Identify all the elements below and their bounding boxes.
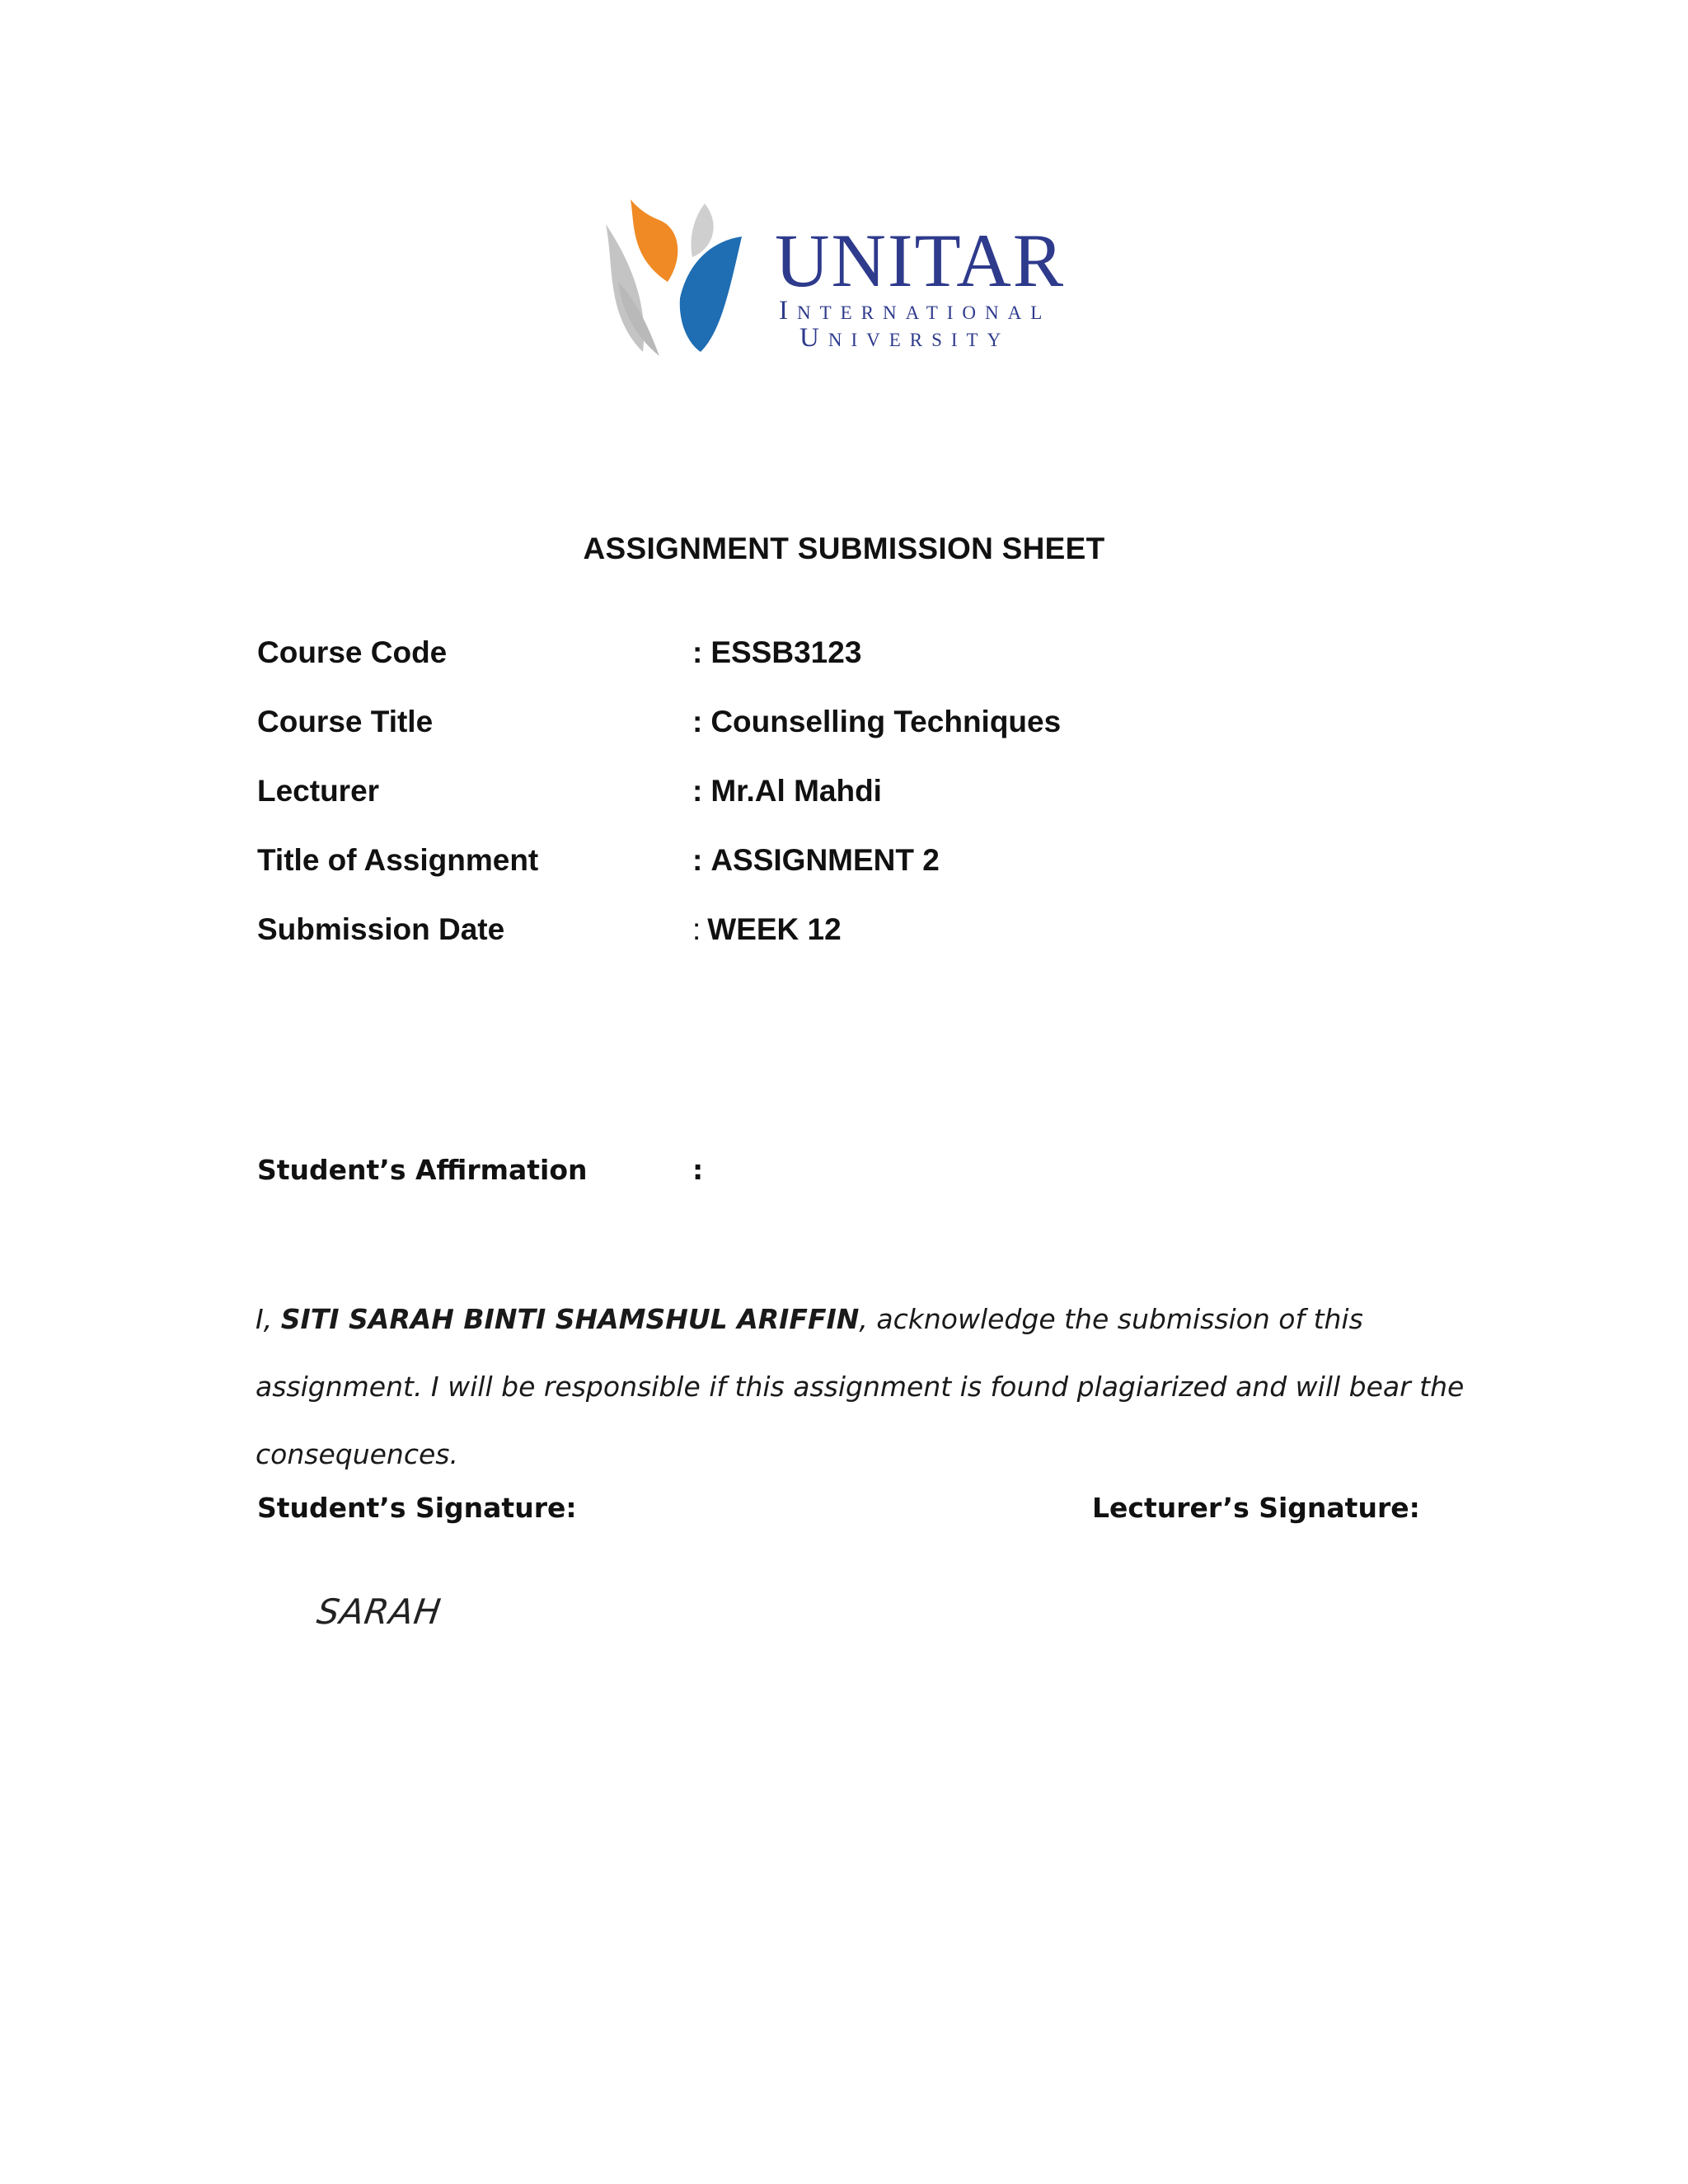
lecturer-colon: :: [692, 774, 703, 808]
affirmation-row: [257, 1152, 1246, 1188]
logo-subtitle-international: International: [779, 296, 1052, 326]
info-row-course-code: [257, 632, 1493, 673]
assignment-title-label: Title of Assignment: [257, 843, 539, 877]
submission-date-label: Submission Date: [257, 912, 505, 946]
lecturer-value-wrap: [692, 771, 882, 812]
statement-prefix: I,: [256, 1303, 281, 1335]
student-signature-label: Student’s Signature:: [257, 1492, 577, 1524]
statement-body: , acknowledge the submission of this assignment. I will be responsible if this assignment is found plagiarized and will bear the consequences.: [256, 1303, 1465, 1470]
info-row-submission-date: [257, 909, 1493, 950]
university-logo: [598, 191, 1076, 356]
info-row-lecturer: [257, 771, 1493, 812]
submission-date-colon: :: [692, 912, 701, 946]
course-title-colon: :: [692, 705, 703, 738]
info-row-assignment-title: [257, 840, 1493, 881]
lecturer-signature-label: Lecturer’s Signature:: [1092, 1492, 1420, 1524]
submission-date-value-wrap: [692, 909, 842, 950]
affirmation-statement: [256, 1286, 1525, 1488]
student-name: SITI SARAH BINTI SHAMSHUL ARIFFIN: [280, 1303, 860, 1335]
course-title-value-wrap: [692, 701, 1061, 743]
lecturer-label: Lecturer: [257, 774, 380, 808]
course-code-colon: :: [692, 635, 703, 669]
affirmation-colon: :: [692, 1154, 704, 1186]
course-code-label: Course Code: [257, 635, 448, 669]
submission-date-value: WEEK 12: [707, 912, 842, 946]
course-code-value-wrap: [692, 632, 861, 673]
student-signature: SARAH: [314, 1591, 444, 1632]
logo-wordmark: UNITAR: [775, 218, 1066, 302]
logo-leaf-emblem: [598, 191, 762, 356]
logo-subtitle-university: University: [799, 323, 1010, 353]
assignment-title-value: ASSIGNMENT 2: [710, 843, 940, 877]
page-title: ASSIGNMENT SUBMISSION SHEET: [583, 532, 1105, 565]
assignment-title-colon: :: [692, 843, 703, 877]
affirmation-label: Student’s Affirmation: [257, 1154, 588, 1186]
course-title-value: Counselling Techniques: [710, 705, 1062, 738]
assignment-title-value-wrap: [692, 840, 940, 881]
course-title-label: Course Title: [257, 705, 434, 738]
info-row-course-title: [257, 701, 1493, 743]
lecturer-value: Mr.Al Mahdi: [710, 774, 882, 808]
course-code-value: ESSB3123: [710, 635, 862, 669]
